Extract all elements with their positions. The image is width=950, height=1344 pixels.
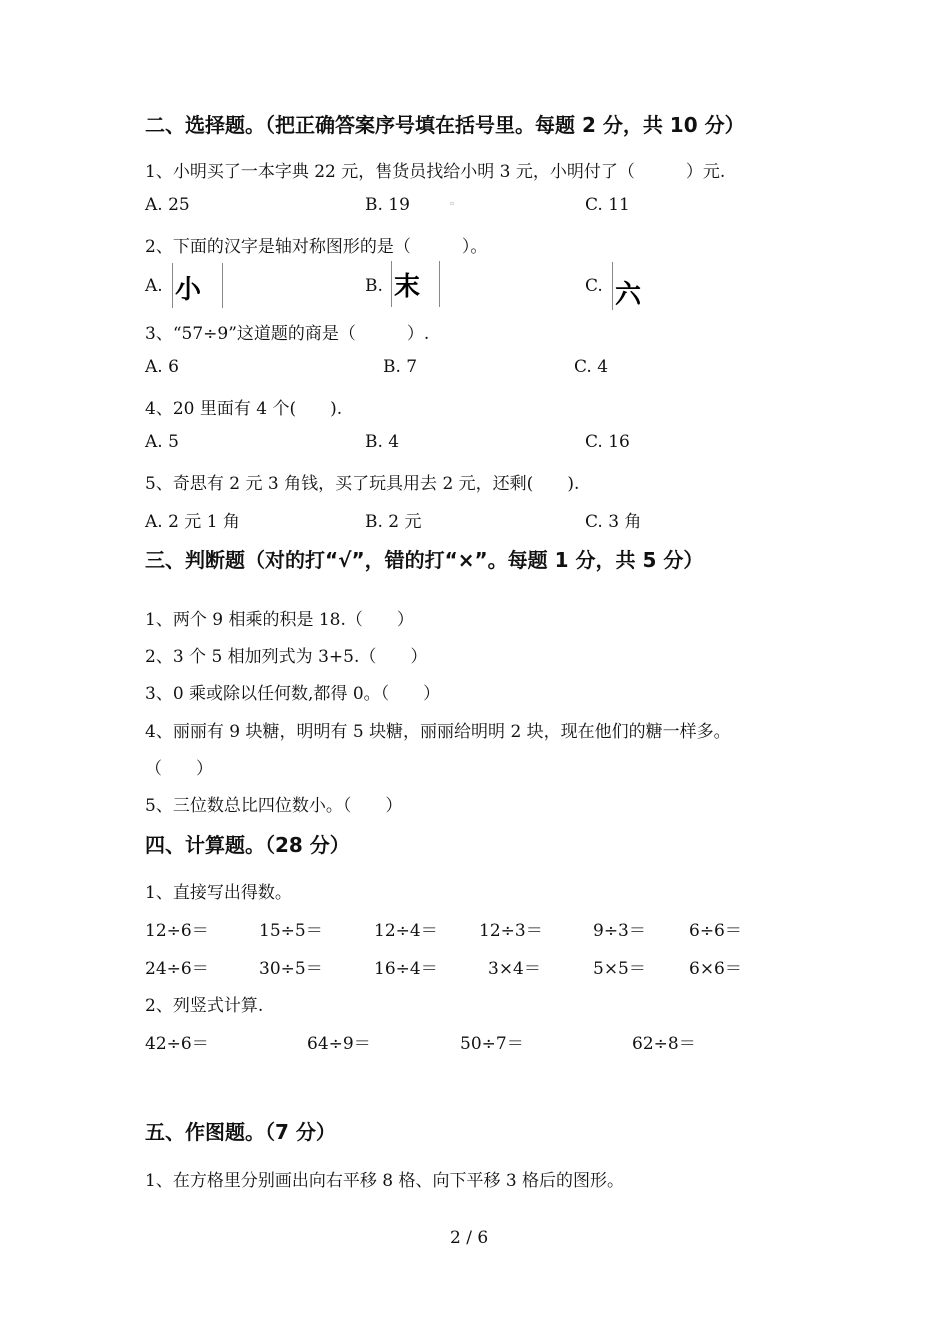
calc-expr: 6×6＝ <box>689 959 742 979</box>
option-c: C. 3 角 <box>585 512 642 532</box>
option-a: A. 5 <box>145 432 179 452</box>
section-title-calc: 四、计算题。（28 分） <box>145 833 350 857</box>
option-c: C. 4 <box>574 357 609 377</box>
question-3: 3、“57÷9”这道题的商是（ ）. <box>145 324 430 344</box>
char-image-liu: 六 <box>612 262 652 310</box>
vertical-calc-expr: 50÷7＝ <box>460 1034 524 1054</box>
vertical-calc-expr: 62÷8＝ <box>632 1034 696 1054</box>
section-title-judge: 三、判断题（对的打“√”，错的打“×”。每题 1 分，共 5 分） <box>145 548 704 572</box>
judge-item-bracket: （ ） <box>145 759 213 779</box>
calc-expr: 3×4＝ <box>488 959 541 979</box>
option-a: A. 25 <box>145 195 190 215</box>
calc-expr: 30÷5＝ <box>259 959 323 979</box>
page-number: 2 / 6 <box>450 1228 489 1248</box>
option-a: A. 6 <box>145 357 179 377</box>
char-image-xiao: 小 <box>172 263 224 308</box>
question-4: 4、20 里面有 4 个( ). <box>145 399 343 419</box>
question-1: 1、小明买了一本字典 22 元，售货员找给小明 3 元，小明付了（ ）元. <box>145 162 726 182</box>
calc-subtitle: 1、直接写出得数。 <box>145 883 292 903</box>
vertical-calc-expr: 64÷9＝ <box>307 1034 371 1054</box>
question-2: 2、下面的汉字是轴对称图形的是（ ）。 <box>145 237 488 257</box>
calc-expr: 5×5＝ <box>593 959 646 979</box>
option-c: C. 11 <box>585 195 630 215</box>
vertical-calc-expr: 42÷6＝ <box>145 1034 209 1054</box>
judge-item: 2、3 个 5 相加列式为 3+5.（ ） <box>145 647 428 667</box>
calc-expr: 9÷3＝ <box>593 921 646 941</box>
judge-item: 4、丽丽有 9 块糖，明明有 5 块糖，丽丽给明明 2 块，现在他们的糖一样多。 <box>145 722 731 742</box>
option-b: B. 4 <box>365 432 400 452</box>
option-a: A. <box>145 276 163 296</box>
calc-expr: 12÷4＝ <box>374 921 438 941</box>
judge-item: 1、两个 9 相乘的积是 18.（ ） <box>145 610 414 630</box>
calc-expr: 16÷4＝ <box>374 959 438 979</box>
section-title-draw: 五、作图题。（7 分） <box>145 1120 336 1144</box>
option-b: B. 2 元 <box>365 512 422 532</box>
option-a: A. 2 元 1 角 <box>145 512 240 532</box>
stray-mark: ▫ <box>450 200 455 207</box>
calc-expr: 24÷6＝ <box>145 959 209 979</box>
option-b: B. 7 <box>383 357 418 377</box>
calc-expr: 15÷5＝ <box>259 921 323 941</box>
calc-expr: 12÷6＝ <box>145 921 209 941</box>
question-5: 5、奇思有 2 元 3 角钱，买了玩具用去 2 元，还剩( ). <box>145 474 580 494</box>
calc-expr: 12÷3＝ <box>479 921 543 941</box>
question-draw-1: 1、在方格里分别画出向右平移 8 格、向下平移 3 格后的图形。 <box>145 1171 625 1191</box>
option-b: B. <box>365 276 383 296</box>
calc-subtitle: 2、列竖式计算. <box>145 996 264 1016</box>
option-c: C. 16 <box>585 432 630 452</box>
judge-item: 5、三位数总比四位数小。（ ） <box>145 796 403 816</box>
char-image-mo: 末 <box>391 261 441 307</box>
calc-expr: 6÷6＝ <box>689 921 742 941</box>
section-title-choice: 二、选择题。（把正确答案序号填在括号里。每题 2 分，共 10 分） <box>145 113 745 137</box>
judge-item: 3、0 乘或除以任何数,都得 0。（ ） <box>145 684 441 704</box>
option-b: B. 19 <box>365 195 410 215</box>
option-c: C. <box>585 276 603 296</box>
